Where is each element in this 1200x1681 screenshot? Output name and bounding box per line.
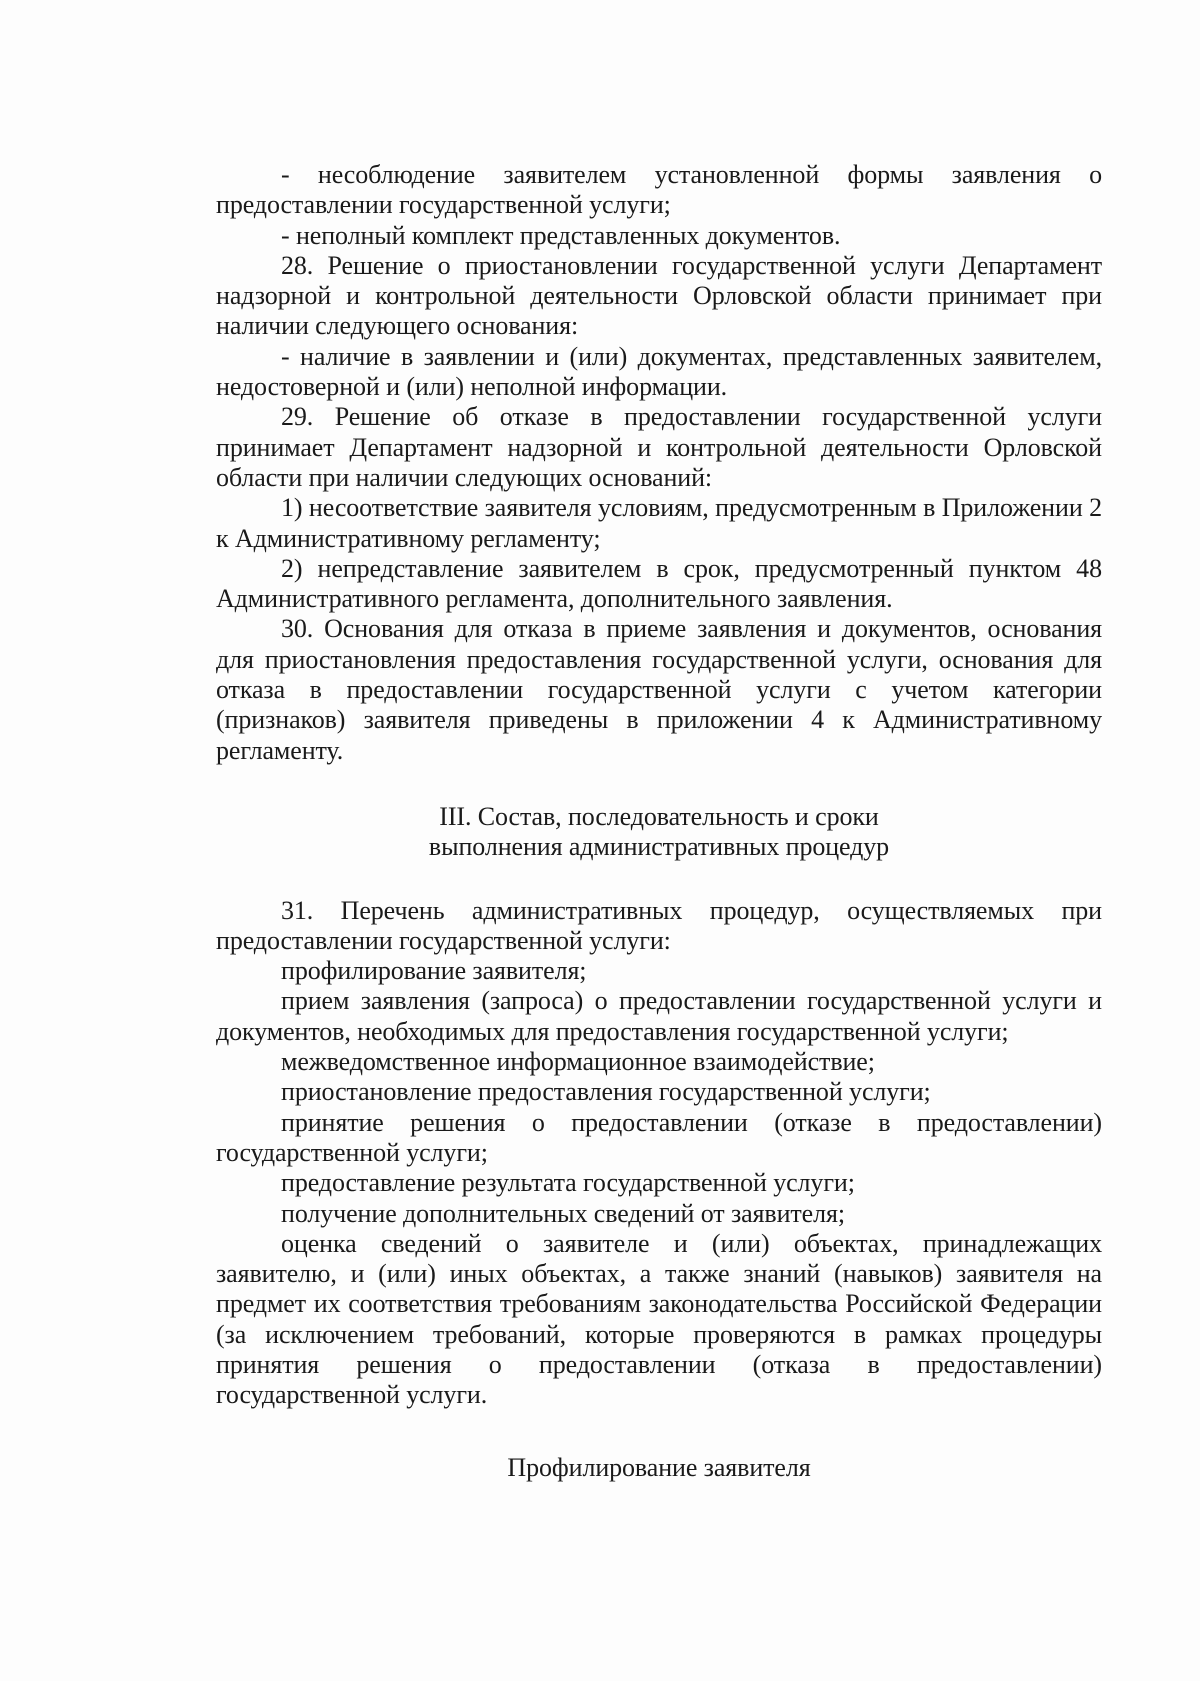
section-heading-line-2: выполнения административных процедур [428,832,890,862]
paragraph-item-29-ground-1: 1) несоответствие заявителя условиям, предусмотренным в Приложении 2 к Административному регламенту; [216,493,1102,553]
paragraph-item-29: 29. Решение об отказе в предоставлении государственной услуги принимает Департамент надзорной и контрольной деятельности Орловской области при наличии следующих оснований: [216,402,1102,492]
document-body [216,160,1102,1483]
list-item-procedure-2: прием заявления (запроса) о предоставлении государственной услуги и документов, необходимых для предоставления государственной услуги; [216,986,1102,1046]
spacer [216,863,1102,896]
spacer [216,766,1102,802]
list-item-procedure-4: приостановление предоставления государственной услуги; [281,1077,931,1107]
list-item-procedure-5: принятие решения о предоставлении (отказе в предоставлении) государственной услуги; [216,1107,1102,1167]
paragraph-item-29-ground-2: 2) непредставление заявителем в срок, предусмотренный пунктом 48 Административного регламента, дополнительного заявления. [216,553,1102,614]
paragraph-item-31: 31. Перечень административных процедур, осуществляемых при предоставлении государственной услуги: [216,895,1102,955]
list-item-procedure-6: предоставление результата государственной услуги; [281,1168,855,1198]
paragraph-intro-2: - неполный комплект представленных документов. [281,220,841,250]
paragraph-item-30: 30. Основания для отказа в приеме заявления и документов, основания для приостановления предоставления государственной услуги, основания для отказа в предоставлении государственной услуги с учетом категории (признаков) заявителя приведены в приложении 4 к Административному регламенту. [216,614,1102,765]
paragraph-intro-1: - несоблюдение заявителем установленной формы заявления о предоставлении государственной услуги; [216,160,1102,220]
list-item-procedure-7: получение дополнительных сведений от заявителя; [281,1198,845,1228]
list-item-procedure-3: межведомственное информационное взаимодействие; [281,1047,875,1077]
section-heading-line-1: III. Состав, последовательность и сроки [439,801,879,831]
paragraph-item-28-ground: - наличие в заявлении и (или) документах, представленных заявителем, недостоверной и (или) неполной информации. [216,341,1102,402]
subsection-heading: Профилирование заявителя [507,1452,811,1482]
paragraph-item-28: 28. Решение о приостановлении государственной услуги Департамент надзорной и контрольной деятельности Орловской области принимает при наличии следующего основания: [216,250,1102,341]
spacer [216,1411,1102,1453]
list-item-procedure-8: оценка сведений о заявителе и (или) объектах, принадлежащих заявителю, и (или) иных объектах, а также знаний (навыков) заявителя на предмет их соответствия требованиям законодательства Российской Федерации (за исключением требований, которые проверяются в рамках процедуры принятия решения о предоставлении (отказа в предоставлении) государственной услуги. [216,1228,1102,1410]
list-item-procedure-1: профилирование заявителя; [281,956,587,986]
